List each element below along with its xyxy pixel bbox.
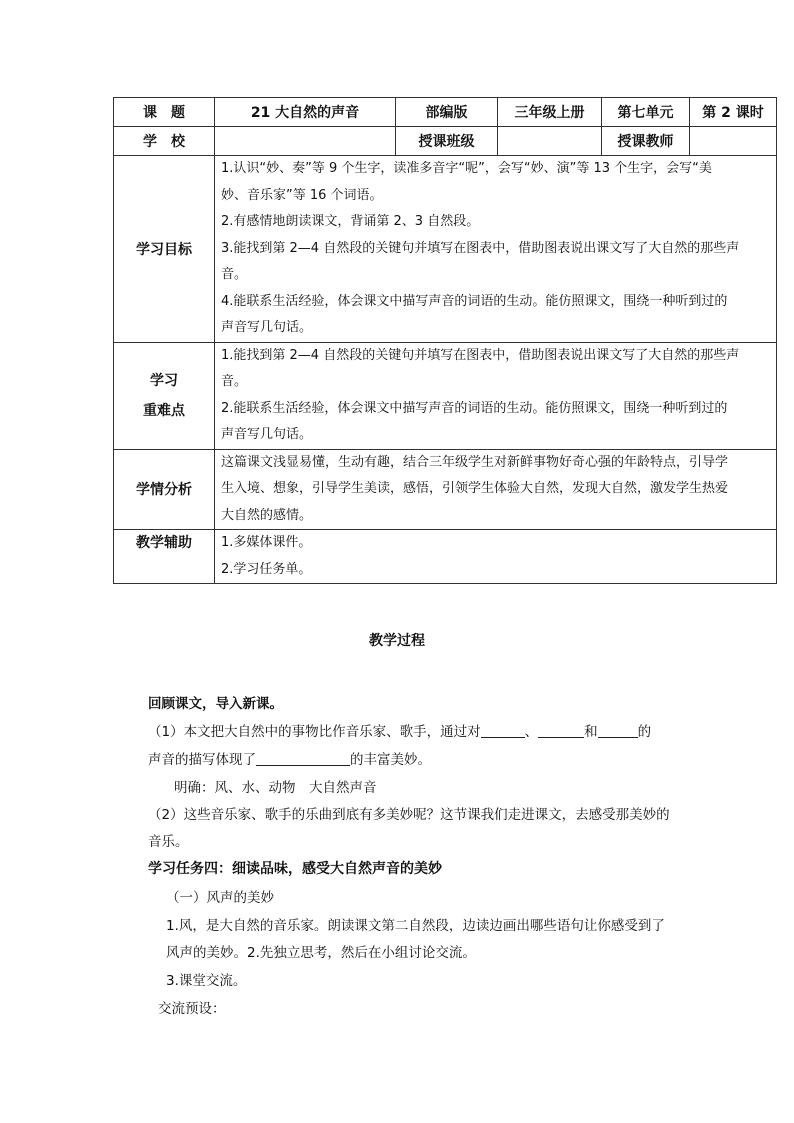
analysis-line: 大自然的感情。	[221, 507, 313, 523]
label-objectives: 学习目标	[114, 156, 215, 343]
exchange-preset-label: 交流预设：	[158, 1001, 226, 1017]
wind-section-heading: （一）风声的美妙	[166, 890, 274, 906]
question-2-line-1: （2）这些音乐家、歌手的乐曲到底有多美妙呢？这节课我们走进课文，去感受那美妙的	[148, 807, 670, 823]
analysis-line: 这篇课文浅显易懂，生动有趣，结合三年级学生对新鲜事物好奇心强的年龄特点，引导学	[221, 454, 729, 470]
label-class: 授课班级	[396, 127, 498, 156]
key-points-content	[215, 342, 777, 449]
table-row-aids	[114, 530, 777, 584]
answer-line: 明确：风、水、动物 大自然声音	[174, 780, 377, 796]
lesson-info-table	[113, 97, 777, 584]
label-analysis: 学情分析	[114, 449, 215, 530]
question-1b-text: 声音的描写体现了	[148, 752, 256, 768]
step-1-line-2: 风声的美妙。2.先独立思考，然后在小组讨论交流。	[166, 945, 476, 961]
label-school: 学 校	[114, 127, 215, 156]
class-value	[498, 127, 602, 156]
aid-line: 2.学习任务单。	[221, 561, 312, 577]
aid-line: 1.多媒体课件。	[221, 535, 312, 550]
lesson-period: 第 2 课时	[690, 98, 777, 127]
question-1-end: 的	[637, 724, 652, 740]
aids-content	[215, 530, 777, 584]
step-1-line-1: 1.风，是大自然的音乐家。朗读课文第二自然段，边读边画出哪些语句让你感受到了	[166, 918, 665, 934]
fill-blank-1	[481, 723, 525, 738]
unit-number: 第七单元	[602, 98, 690, 127]
question-1-line-2	[148, 748, 431, 768]
label-teacher: 授课教师	[602, 127, 690, 156]
objective-line: 音。	[221, 267, 248, 282]
objective-line: 声音写几句话。	[221, 320, 313, 335]
teaching-process-title: 教学过程	[369, 633, 425, 649]
label-key-points	[114, 342, 215, 449]
key-point-line: 音。	[221, 374, 248, 389]
separator: 、	[524, 724, 539, 740]
objective-line: 1.认识“妙、奏”等 9 个生字，读准多音字“呢”，会写“妙、演”等 13 个生字，会写“美	[221, 161, 712, 176]
question-1-line-1	[148, 720, 651, 740]
key-point-line: 2.能联系生活经验，体会课文中描写声音的词语的生动。能仿照课文，围绕一种听到过的	[221, 400, 728, 416]
step-3-line: 3.课堂交流。	[166, 973, 247, 989]
label-aids: 教学辅助	[114, 530, 215, 584]
conjunction: 和	[584, 724, 598, 740]
key-point-line: 声音写几句话。	[221, 427, 313, 442]
lesson-topic: 21 大自然的声音	[215, 98, 396, 127]
objective-line: 4.能联系生活经验，体会课文中描写声音的词语的生动。能仿照课文，围绕一种听到过的	[221, 293, 728, 309]
task-four-heading: 学习任务四：细读品味，感受大自然声音的美妙	[148, 861, 442, 877]
table-row-analysis	[114, 449, 777, 530]
question-1b-end: 的丰富美妙。	[350, 752, 431, 768]
label-topic: 课 题	[114, 98, 215, 127]
fill-blank-3	[598, 723, 638, 738]
label-key-points-line2: 重难点	[143, 402, 185, 419]
fill-blank-2	[538, 723, 584, 738]
table-row-key-points	[114, 342, 777, 449]
fill-blank-4	[256, 751, 350, 766]
analysis-line: 生入境、想象，引导学生美读，感悟，引领学生体验大自然，发现大自然，激发学生热爱	[221, 481, 729, 496]
school-value	[215, 127, 396, 156]
table-row-topic	[114, 98, 777, 127]
analysis-content	[215, 449, 777, 530]
review-heading: 回顾课文，导入新课。	[148, 696, 283, 712]
table-row-objectives	[114, 156, 777, 343]
objective-line: 2.有感情地朗读课文，背诵第 2、3 自然段。	[221, 214, 480, 229]
key-point-line: 1.能找到第 2—4 自然段的关键句并填写在图表中，借助图表说出课文写了大自然的那些声	[221, 347, 740, 363]
table-row-school	[114, 127, 777, 156]
label-key-points-line1: 学习	[150, 372, 178, 389]
question-2-line-2: 音乐。	[148, 834, 189, 850]
objective-line: 妙、音乐家”等 16 个词语。	[221, 187, 383, 203]
textbook-edition: 部编版	[396, 98, 498, 127]
objectives-content	[215, 156, 777, 343]
objective-line: 3.能找到第 2—4 自然段的关键句并填写在图表中，借助图表说出课文写了大自然的那些声	[221, 240, 740, 256]
grade-volume: 三年级上册	[498, 98, 602, 127]
question-1-text: （1）本文把大自然中的事物比作音乐家、歌手，通过对	[148, 724, 481, 740]
teacher-value	[690, 127, 777, 156]
